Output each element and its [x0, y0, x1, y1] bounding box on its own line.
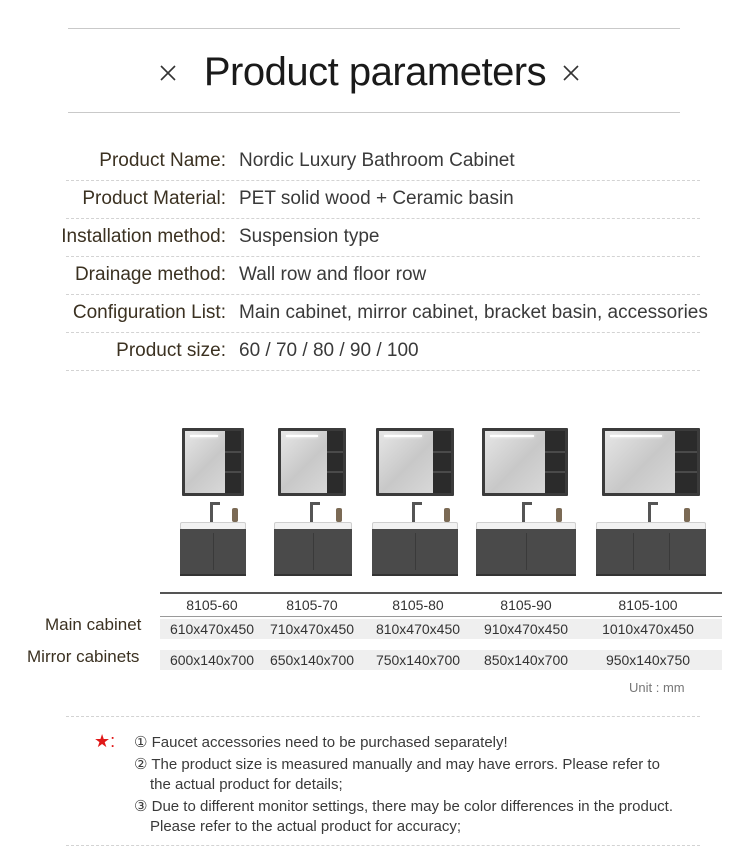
param-value: Suspension type	[239, 226, 380, 247]
model-header: 8105-100	[618, 597, 678, 613]
note-line: ② The product size is measured manually and may have errors. Please refer to	[134, 756, 660, 773]
table-cell: 600x140x700	[169, 652, 255, 668]
model-header: 8105-90	[500, 597, 552, 613]
model-header: 8105-80	[392, 597, 444, 613]
table-row	[160, 619, 722, 639]
x-right-icon	[562, 64, 580, 82]
table-cell: 1010x470x450	[602, 621, 694, 637]
param-label: Drainage method:	[74, 264, 226, 285]
table-cell: 710x470x450	[269, 621, 355, 637]
table-cell: 750x140x700	[375, 652, 461, 668]
table-cell: 850x140x700	[483, 652, 569, 668]
product-image-80	[372, 428, 458, 578]
note-line: ③ Due to different monitor settings, there may be color differences in the product.	[134, 798, 674, 815]
title-rule	[68, 112, 680, 113]
param-value: Wall row and floor row	[239, 264, 427, 285]
product-images	[160, 428, 722, 578]
product-image-60	[180, 428, 246, 578]
table-header	[160, 592, 722, 617]
page-title: Product parameters	[203, 50, 547, 94]
param-row	[61, 220, 700, 257]
note-line: the actual product for details;	[150, 776, 343, 793]
unit-note: Unit : mm	[629, 680, 685, 695]
row-label-mirror-cabinets: Mirror cabinets	[27, 647, 140, 666]
param-value: 60 / 70 / 80 / 90 / 100	[239, 340, 419, 361]
param-label: Configuration List:	[72, 302, 226, 323]
param-value: Nordic Luxury Bathroom Cabinet	[239, 150, 515, 171]
model-header: 8105-60	[186, 597, 238, 613]
table-cell: 910x470x450	[483, 621, 569, 637]
param-row	[66, 334, 700, 371]
param-row	[66, 144, 700, 181]
product-image-70	[274, 428, 352, 578]
table-cell: 950x140x750	[605, 652, 691, 668]
param-label: Product Material:	[82, 188, 226, 209]
star-icon: ★:	[94, 731, 116, 751]
param-value: Main cabinet, mirror cabinet, bracket basin, accessories	[239, 302, 708, 323]
note-line: Please refer to the actual product for accuracy;	[150, 818, 461, 835]
param-value: PET solid wood + Ceramic basin	[239, 188, 514, 209]
product-image-90	[476, 428, 576, 578]
note-line: ① Faucet accessories need to be purchased separately!	[134, 734, 508, 751]
model-header: 8105-70	[286, 597, 338, 613]
table-cell: 650x140x700	[269, 652, 355, 668]
table-cell: 610x470x450	[169, 621, 255, 637]
param-label: Product Name:	[99, 150, 226, 171]
param-row	[66, 296, 708, 333]
param-row	[66, 258, 700, 295]
product-image-100	[596, 428, 706, 578]
param-label: Product size:	[116, 340, 226, 361]
param-row	[66, 182, 700, 219]
table-cell: 810x470x450	[375, 621, 461, 637]
notes-section	[66, 716, 700, 846]
row-label-main-cabinet: Main cabinet	[45, 615, 142, 634]
top-rule	[68, 28, 680, 29]
param-label: Installation method:	[61, 226, 226, 247]
table-row	[160, 650, 722, 670]
title-section	[0, 44, 750, 100]
